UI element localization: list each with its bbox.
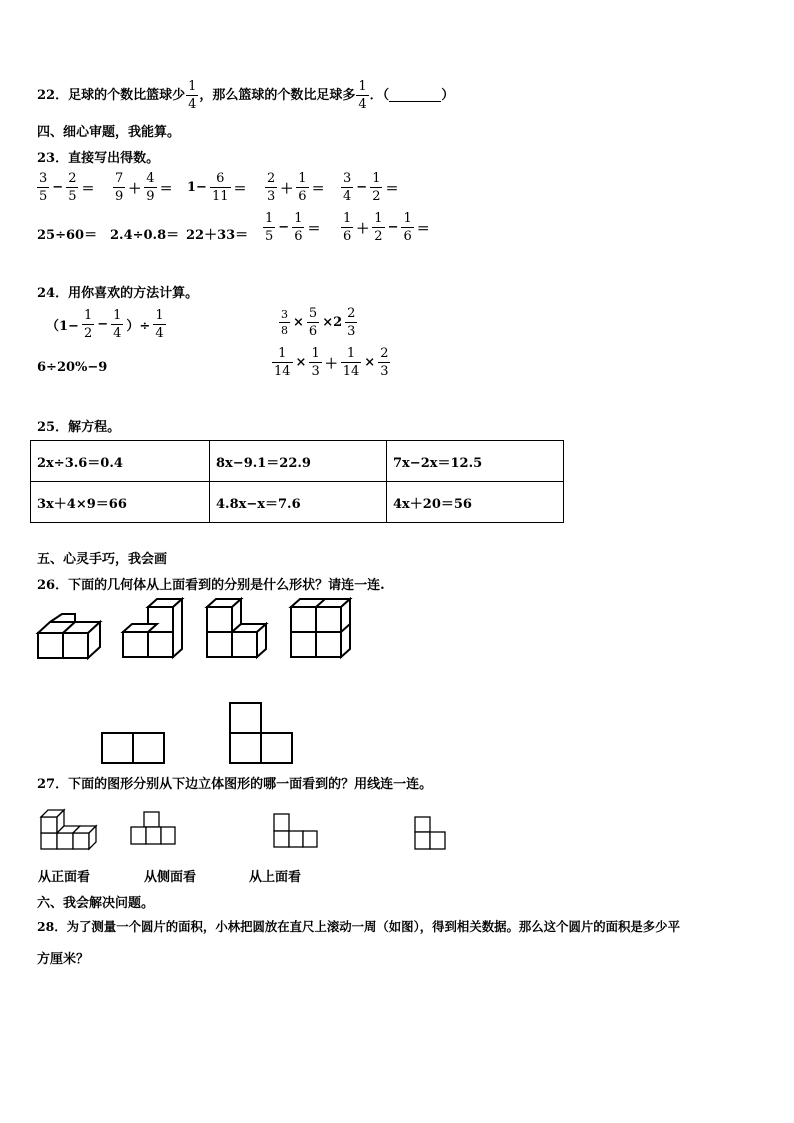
- denominator: 6: [298, 189, 307, 204]
- q24-expr-4: [271, 347, 391, 378]
- equation-cell: 3x＋4×9＝66: [31, 482, 210, 523]
- denominator: 5: [265, 229, 274, 244]
- fraction: [265, 172, 277, 203]
- operator: ＝: [311, 182, 325, 197]
- denominator: 6: [343, 229, 352, 244]
- operator: ×: [293, 315, 304, 330]
- operator: −: [356, 180, 368, 195]
- operator: ＝: [233, 182, 247, 197]
- equation-cell: 4x＋20＝56: [387, 482, 564, 523]
- q23-expr: [36, 172, 96, 203]
- numerator: 1: [311, 346, 320, 361]
- numerator: 1: [372, 171, 381, 186]
- numerator: 1: [272, 347, 293, 363]
- fraction: [296, 172, 308, 203]
- q25-title: 25．解方程。: [37, 420, 121, 435]
- cube-solid-3: [205, 597, 271, 659]
- equation-cell: 7x−2x＝12.5: [387, 441, 564, 482]
- q22-text-b: ，那么篮球的个数比足球多: [199, 88, 356, 103]
- view-label-front: 从正面看: [38, 870, 91, 885]
- numerator: 1: [403, 211, 412, 226]
- q23-title: 23．直接写出得数。: [37, 151, 160, 166]
- q23-expr: [112, 172, 175, 203]
- q22-fraction-1: $\frac{1}{4}$: [188, 79, 197, 112]
- operator: 1−: [187, 180, 207, 195]
- fraction: [345, 307, 357, 338]
- fraction: [82, 309, 94, 340]
- fraction: [341, 212, 353, 243]
- denominator: 3: [347, 324, 356, 339]
- q24-expr-1: [44, 309, 167, 340]
- q28-line-1: 28．为了测量一个圆片的面积，小林把圆放在直尺上滚动一周（如图），得到相关数据。那么这个圆片的面积是多少平: [37, 919, 680, 934]
- fraction: [37, 172, 49, 203]
- denominator: 9: [115, 189, 124, 204]
- operator: ＋: [280, 182, 294, 197]
- fraction: [113, 172, 125, 203]
- fraction: [111, 309, 123, 340]
- fraction: [378, 347, 390, 378]
- numerator: 1: [374, 211, 383, 226]
- denominator: 3: [380, 364, 389, 379]
- fraction: [370, 172, 382, 203]
- operator: ×2: [322, 315, 343, 330]
- operator: ＋: [356, 222, 370, 237]
- numerator: 3: [343, 171, 352, 186]
- fraction: [279, 309, 290, 336]
- operator: ＝: [416, 222, 430, 237]
- q22-text-c: ．（: [369, 88, 390, 103]
- numerator: 1: [341, 347, 362, 363]
- q23-expr: 22＋33＝: [186, 228, 249, 243]
- q24-title: 24．用你喜欢的方法计算。: [37, 286, 199, 301]
- denominator: 14: [274, 364, 291, 379]
- numerator: 1: [294, 211, 303, 226]
- q23-expr: 2.4÷0.8＝: [110, 228, 180, 243]
- operator: ＝: [81, 182, 95, 197]
- fraction: [372, 212, 384, 243]
- fraction: [66, 172, 78, 203]
- q27-view-b: [272, 812, 320, 850]
- fraction: [307, 307, 319, 338]
- operator: ＋: [128, 182, 142, 197]
- numerator: 1: [343, 211, 352, 226]
- table-row: [31, 441, 564, 482]
- q23-expr: [262, 212, 322, 243]
- numerator: 2: [267, 171, 276, 186]
- denominator: 9: [146, 189, 155, 204]
- denominator: 4: [343, 189, 352, 204]
- q22-text-a: 22．足球的个数比篮球少: [37, 88, 186, 103]
- section-5-heading: 五、心灵手巧，我会画: [37, 552, 168, 567]
- section-4-heading: 四、细心审题，我能算。: [37, 125, 181, 140]
- operator: −: [97, 317, 109, 332]
- q26-title: 26．下面的几何体从上面看到的分别是什么形状？请连一连.: [37, 578, 385, 593]
- numerator: 2: [380, 346, 389, 361]
- operator: ＋: [324, 357, 338, 372]
- q27-view-a: [129, 810, 177, 848]
- fraction: [272, 347, 293, 378]
- equation-cell: 2x÷3.6＝0.4: [31, 441, 210, 482]
- q23-expr: 25÷60＝: [37, 228, 98, 243]
- q24-expr-3: 6÷20%−9: [37, 360, 108, 375]
- q23-expr: [340, 212, 432, 243]
- section-6-heading: 六、我会解决问题。: [37, 896, 155, 911]
- table-row: [31, 482, 564, 523]
- top-view-two-squares: [100, 731, 166, 765]
- denominator: 2: [83, 326, 93, 341]
- operator: ×: [295, 355, 307, 370]
- numerator: 6: [210, 172, 231, 188]
- operator: ＝: [307, 222, 321, 237]
- numerator: 1: [155, 308, 164, 323]
- cube-solid-1: [36, 612, 104, 660]
- denominator: 4: [155, 326, 164, 341]
- denominator: 14: [342, 364, 360, 379]
- fraction: [341, 347, 362, 378]
- q22-fraction-2: $\frac{1}{4}$: [358, 79, 367, 112]
- q23-expr: [340, 172, 400, 203]
- denominator: 2: [372, 189, 381, 204]
- numerator: 7: [115, 171, 124, 186]
- fraction: [341, 172, 353, 203]
- q27-title: 27．下面的图形分别从下边立体图形的哪一面看到的？用线连一连。: [37, 777, 433, 792]
- q22-text-d: ）: [441, 88, 455, 103]
- operator: （1−: [46, 319, 79, 334]
- q22-line: [37, 80, 454, 111]
- operator: −: [52, 180, 64, 195]
- fraction: [292, 212, 304, 243]
- numerator: 4: [146, 171, 155, 186]
- denominator: 4: [113, 326, 122, 341]
- denominator: 3: [311, 364, 320, 379]
- fraction: [263, 212, 275, 243]
- operator: ＝: [385, 182, 399, 197]
- operator: ＝: [159, 182, 173, 197]
- q27-view-c: [413, 815, 447, 853]
- answer-blank[interactable]: [389, 89, 441, 102]
- denominator: 6: [403, 229, 412, 244]
- denominator: 6: [308, 324, 318, 339]
- q27-solid: [39, 807, 101, 851]
- numerator: 1: [113, 308, 122, 323]
- cube-solid-2: [121, 597, 187, 659]
- q24-expr-2: [278, 307, 358, 338]
- view-label-side: 从侧面看: [144, 870, 197, 885]
- numerator: 2: [347, 306, 356, 321]
- equation-table: [30, 440, 564, 523]
- equation-cell: 8x−9.1＝22.9: [210, 441, 387, 482]
- denominator: 11: [211, 189, 229, 204]
- numerator: 3: [281, 308, 288, 321]
- operator: −: [387, 220, 399, 235]
- fraction: [309, 347, 321, 378]
- numerator: 1: [83, 308, 93, 323]
- numerator: 5: [308, 306, 318, 321]
- numerator: 3: [39, 171, 48, 186]
- operator: ×: [364, 355, 376, 370]
- view-label-top: 从上面看: [249, 870, 302, 885]
- denominator: 6: [294, 229, 303, 244]
- q23-expr: [185, 172, 249, 203]
- numerator: 1: [298, 171, 307, 186]
- operator: ）÷: [126, 319, 151, 334]
- denominator: 8: [281, 324, 288, 337]
- cube-solid-4: [289, 597, 353, 659]
- fraction: [210, 172, 231, 203]
- operator: −: [278, 220, 290, 235]
- equation-cell: 4.8x−x＝7.6: [210, 482, 387, 523]
- top-view-l-shape: [228, 701, 294, 765]
- fraction: [153, 309, 165, 340]
- denominator: 2: [374, 229, 383, 244]
- numerator: 1: [265, 211, 274, 226]
- denominator: 3: [267, 189, 276, 204]
- q23-expr: [264, 172, 327, 203]
- fraction: [401, 212, 413, 243]
- fraction: [144, 172, 156, 203]
- denominator: 5: [39, 189, 48, 204]
- numerator: 2: [68, 171, 77, 186]
- q28-line-2: 方厘米？: [37, 952, 90, 967]
- denominator: 5: [68, 189, 77, 204]
